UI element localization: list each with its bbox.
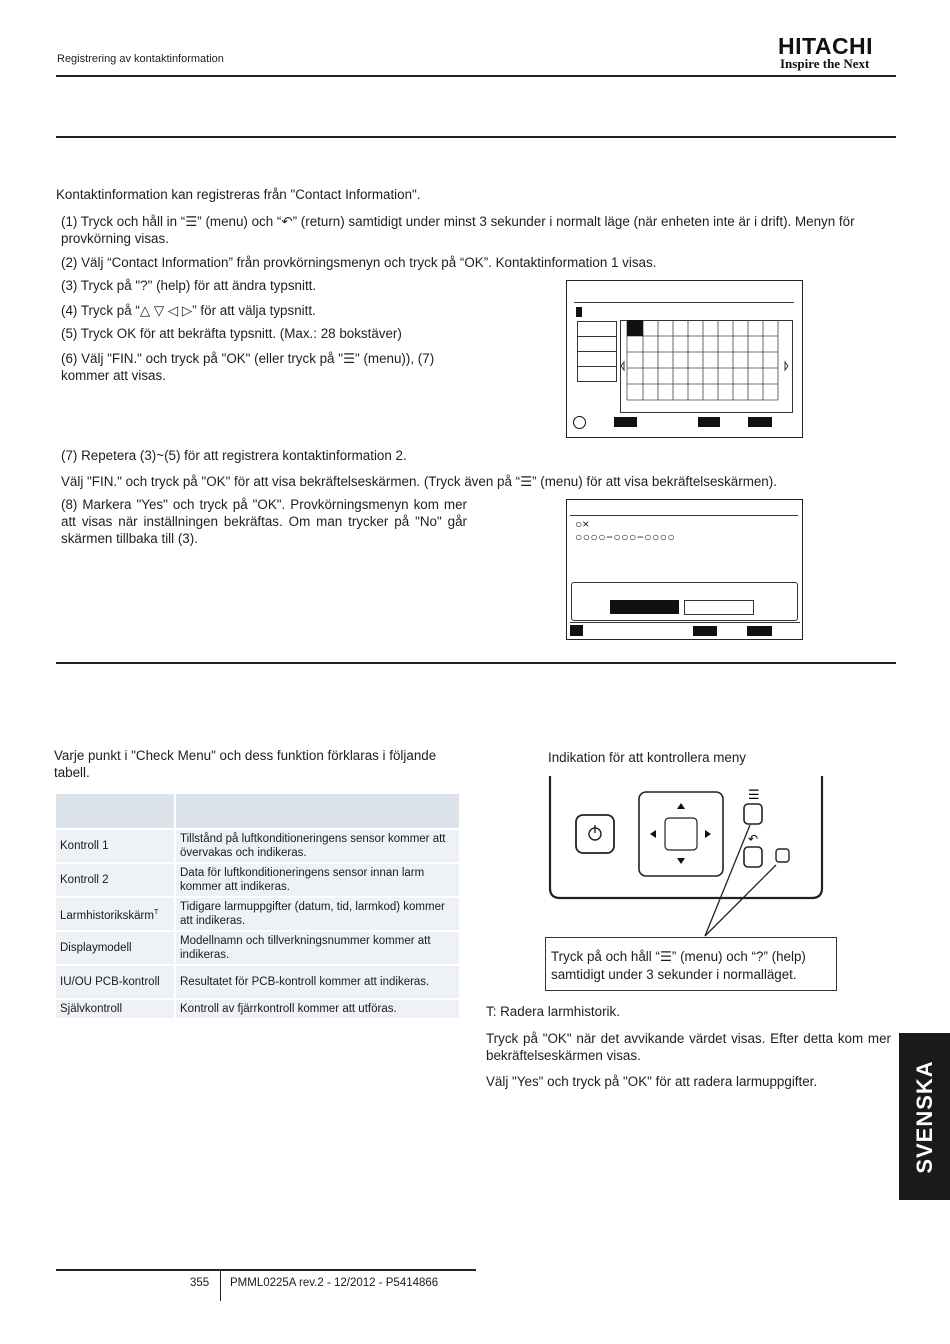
hitachi-logo: HITACHI — [778, 33, 874, 59]
confirm-line-2: ○○○○−○○○−○○○○ — [575, 530, 676, 544]
confirm-line-1: ○× — [575, 517, 590, 531]
menu-icon: ☰ — [520, 474, 533, 489]
step-7: (7) Repetera (3)~(5) för att registrera kontaktinformation 2. — [61, 448, 407, 463]
footer-separator — [220, 1271, 221, 1301]
section-rule-2 — [56, 662, 896, 664]
step-5: (5) Tryck OK för att bekräfta typsnitt. (Max.: 28 bokstäver) — [61, 326, 402, 341]
fin-instruction: Välj "FIN." och tryck på "OK" för att visa bekräftelseskärmen. (Tryck även på “☰” (menu) för att visa bekräftelseskärmen). — [61, 474, 777, 489]
yes-option-selected — [610, 600, 679, 614]
no-option — [684, 600, 754, 615]
menu-icon: ☰ — [185, 214, 198, 229]
ok-key-icon — [693, 626, 717, 636]
page-number: 355 — [190, 1277, 210, 1289]
svg-text:☰: ☰ — [748, 788, 760, 803]
callout-text: Tryck på och håll “☰” (menu) och “?” (help) samtidigt under 3 sekunder i normalläget. — [551, 949, 806, 982]
language-tab: SVENSKA — [899, 1033, 950, 1200]
ok-key-icon — [614, 417, 637, 427]
table-row: Kontroll 2 Data för luftkonditioneringens sensor innan larm kommer att indikeras. — [56, 864, 461, 896]
table-row: Displaymodell Modellnamn och tillverkningsnummer kommer att indikeras. — [56, 932, 461, 964]
contact-intro: Kontaktinformation kan registreras från "Contact Information". — [56, 187, 421, 202]
step-6: (6) Välj "FIN." och tryck på "OK" (eller tryck på "☰" (menu)), (7) kommer att visas. — [61, 351, 435, 383]
step-8: (8) Markera "Yes" och tryck på "OK". Provkörningsmenyn kom mer att visas när inställningen bekräftas. Om man trycker på "No" går skärmen tillbaka till (3). — [61, 497, 467, 546]
menu-key-icon — [748, 417, 772, 427]
check-menu-table — [56, 792, 461, 1020]
header-rule — [56, 75, 896, 77]
left-right-key-icon — [570, 625, 583, 636]
step-1: (1) Tryck och håll in “☰” (menu) och “↶” (return) samtidigt under minst 3 sekunder i normalt läge (när enheten inte är i drift). Menyn för provkörning visas. — [61, 214, 855, 246]
step-3: (3) Tryck på "?" (help) för att ändra typsnitt. — [61, 278, 317, 293]
character-grid-lines — [620, 320, 793, 413]
footer-rule — [56, 1269, 476, 1271]
check-menu-intro: Varje punkt i "Check Menu" och dess funktion förklaras i följande tabell. — [54, 748, 437, 780]
header-section-title: Registrering av kontaktinformation — [57, 53, 224, 65]
step-4: (4) Tryck på “△ ▽ ◁ ▷” för att välja typsnitt. — [61, 303, 316, 318]
remote-controller-diagram — [540, 770, 840, 940]
dpad-icon — [573, 416, 586, 429]
text-cursor — [576, 307, 582, 317]
menu-icon: ☰ — [659, 949, 672, 964]
return-icon: ↶ — [281, 214, 293, 229]
table-row: Kontroll 1 Tillstånd på luftkonditioneringens sensor kommer att övervakas och indikeras. — [56, 830, 461, 862]
arrow-keys-icon: △ ▽ ◁ ▷ — [139, 303, 193, 318]
note-t: T: Radera larmhistorik. — [486, 1004, 620, 1019]
menu-icon: ☰ — [342, 351, 355, 366]
svg-text:↶: ↶ — [748, 832, 759, 846]
logo-tagline: Inspire the Next — [780, 56, 870, 71]
step-2: (2) Välj “Contact Information” från provkörningsmenyn och tryck på “OK”. Kontaktinformation 1 visas. — [61, 255, 657, 270]
table-row: IU/OU PCB-kontroll Resultatet för PCB-kontroll kommer att indikeras. — [56, 966, 461, 998]
table-row: Larmhistorikskärm$^T$ Tidigare larmuppgifter (datum, tid, larmkod) kommer att indikeras. — [56, 898, 461, 930]
section-rule-1 — [56, 136, 896, 138]
diagram-caption: Indikation för att kontrollera meny — [548, 750, 746, 765]
document-reference: PMML0225A rev.2 - 12/2012 - P5414866 — [230, 1277, 439, 1289]
help-key-icon — [698, 417, 720, 427]
table-row: Självkontroll Kontroll av fjärrkontroll kommer att utföras. — [56, 1000, 461, 1018]
return-key-icon — [747, 626, 772, 636]
note-paragraph-1: Tryck på "OK" när det avvikande värdet visas. Efter detta kom mer bekräftelseskärmen visas. — [486, 1031, 891, 1063]
note-paragraph-2: Välj "Yes" och tryck på "OK" för att radera larmuppgifter. — [486, 1074, 818, 1089]
